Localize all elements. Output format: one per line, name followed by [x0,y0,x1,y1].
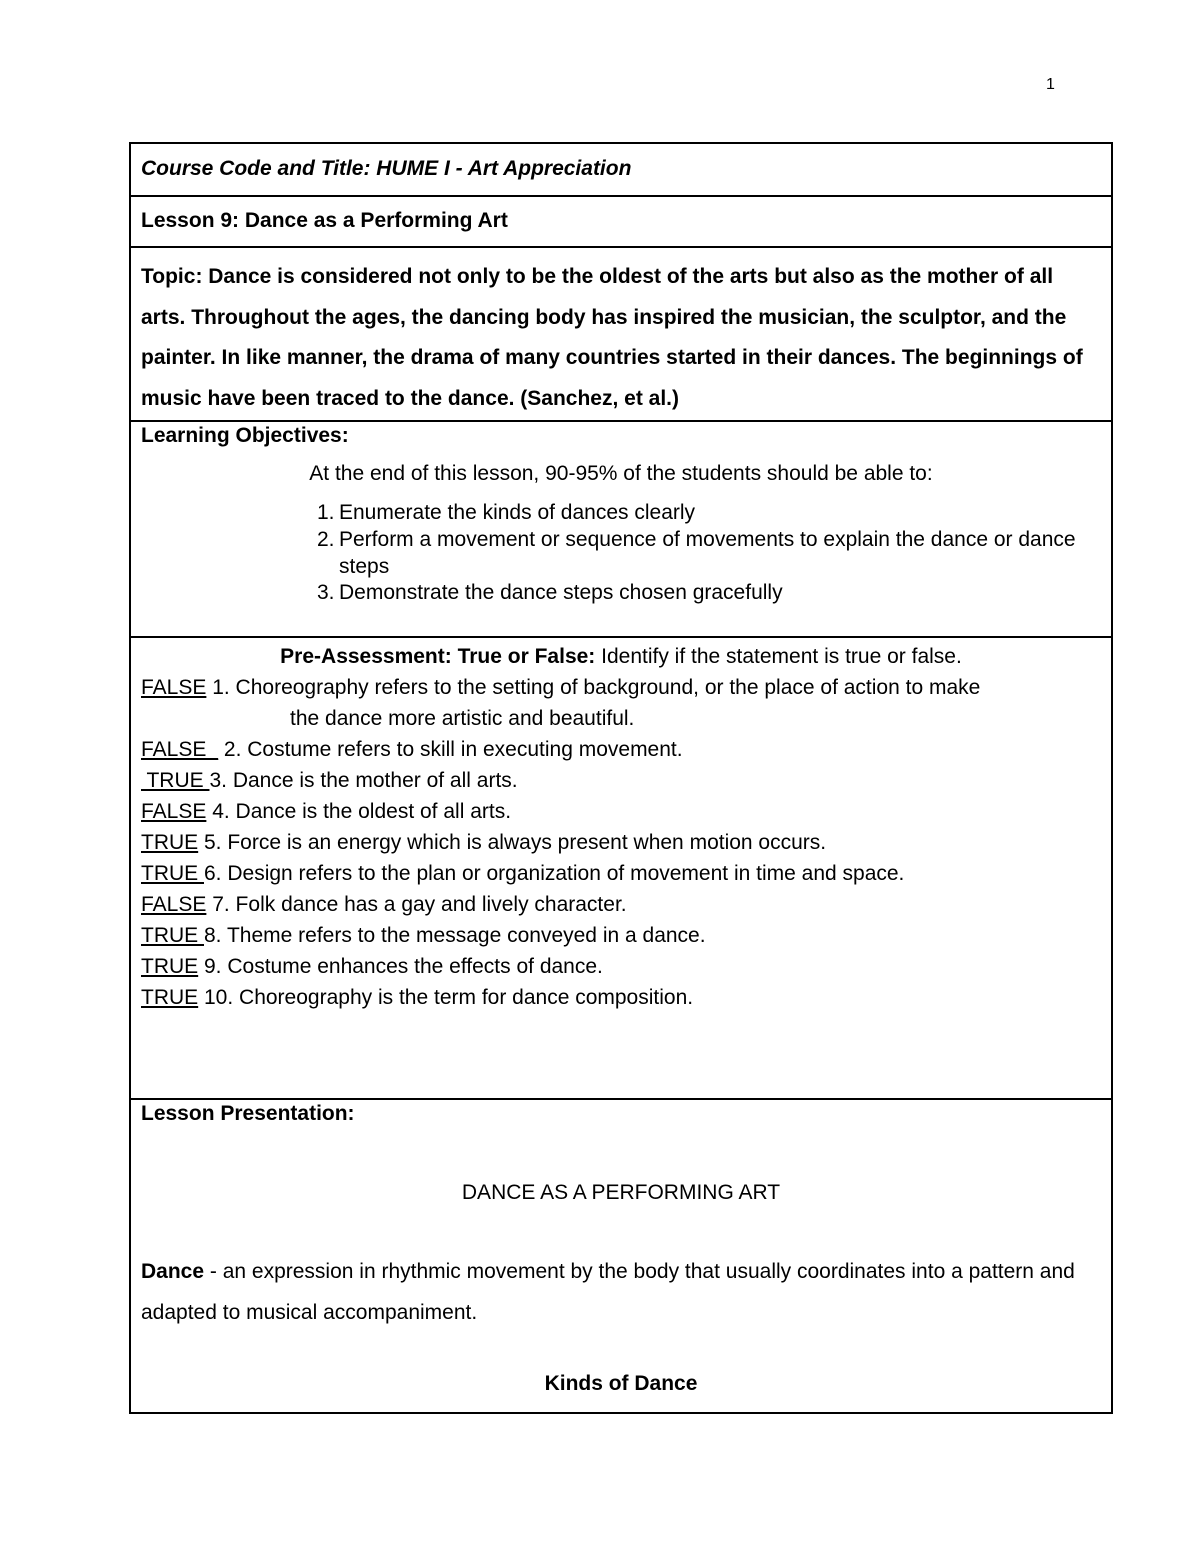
pre-assessment-item [141,858,1101,889]
course-row [131,144,1111,195]
answer-blank: TRUE [141,769,210,792]
presentation-title: DANCE AS A PERFORMING ART [461,1181,781,1204]
topic-row [131,246,1111,420]
pre-assessment-heading [141,638,1101,672]
answer-blank: FALSE [141,676,207,699]
objective-item [317,580,1101,607]
objective-item [317,527,1101,581]
objective-text: Enumerate the kinds of dances clearly [339,501,696,524]
objectives-row [131,420,1111,636]
course-title: Course Code and Title: HUME I - Art Appreciation [141,157,632,180]
pre-assessment-item [141,951,1101,982]
pre-assessment-item [141,982,1101,1013]
statement-continuation: the dance more artistic and beautiful. [290,707,635,730]
pre-assessment-item [141,765,1101,796]
answer-blank: FALSE [141,800,207,823]
presentation-heading: Lesson Presentation: [141,1102,355,1125]
pre-assessment-instruction: Identify if the statement is true or false. [595,645,962,668]
dance-definition [141,1251,1101,1333]
lesson-title: Lesson 9: Dance as a Performing Art [141,209,508,232]
statement-text: 4. Dance is the oldest of all arts. [206,800,512,823]
pre-assessment-item [141,734,1101,765]
statement-text: 3. Dance is the mother of all arts. [209,769,518,792]
statement-text: 7. Folk dance has a gay and lively character. [206,893,627,916]
objectives-heading: Learning Objectives: [141,424,349,447]
statement-text: 2. Costume refers to skill in executing movement. [218,738,683,761]
pre-assessment-item [141,889,1101,920]
definition-text: - an expression in rhythmic movement by the body that usually coordinates into a pattern and adapted to musical accompaniment. [141,1260,1075,1324]
answer-blank: TRUE [141,862,204,885]
answer-blank: TRUE [141,831,199,854]
statement-text: 1. Choreography refers to the setting of background, or the place of action to make [206,676,981,699]
lesson-table [129,142,1113,1414]
objectives-intro: At the end of this lesson, 90-95% of the students should be able to: [309,462,933,485]
pre-assessment-item [141,796,1101,827]
statement-text: 8. Theme refers to the message conveyed in a dance. [204,924,706,947]
pre-assessment-heading-bold: Pre-Assessment: True or False: [280,645,596,668]
definition-term: Dance [141,1260,205,1283]
presentation-row [131,1098,1111,1412]
pre-assessment-item [141,920,1101,951]
pre-assessment-row [131,636,1111,1098]
answer-blank: FALSE_ [141,738,219,761]
statement-text: 5. Force is an energy which is always present when motion occurs. [198,831,827,854]
answer-blank: FALSE [141,893,207,916]
objective-number: 1. [317,501,335,524]
topic-text: Topic: Dance is considered not only to be the oldest of the arts but also as the mother of all arts. Throughout the ages, the dancing body has inspired the musician, the sculptor, and the painter. In like manner, the drama of many countries started in their dances. The beginnings of music have been traced to the dance. (Sanchez, et al.) [141,265,1083,410]
objective-text: Perform a movement or sequence of movements to explain the dance or dance steps [339,527,1076,578]
lesson-row [131,195,1111,246]
answer-blank: TRUE [141,924,204,947]
objective-item [317,500,1101,527]
answer-blank: TRUE [141,955,199,978]
statement-text: 9. Costume enhances the effects of dance. [198,955,603,978]
pre-assessment-item [141,672,1101,703]
statement-text: 10. Choreography is the term for dance composition. [198,986,694,1009]
statement-text: 6. Design refers to the plan or organization of movement in time and space. [204,862,905,885]
objective-text: Demonstrate the dance steps chosen gracefully [339,581,783,605]
objective-number: 3. [317,581,335,605]
objectives-list [141,500,1101,607]
objective-number: 2. [317,527,335,551]
pre-assessment-item [141,827,1101,858]
answer-blank: TRUE [141,986,199,1009]
page-number: 1 [1046,76,1055,93]
kinds-of-dance-heading: Kinds of Dance [544,1372,698,1395]
pre-assessment-items [141,672,1101,1013]
